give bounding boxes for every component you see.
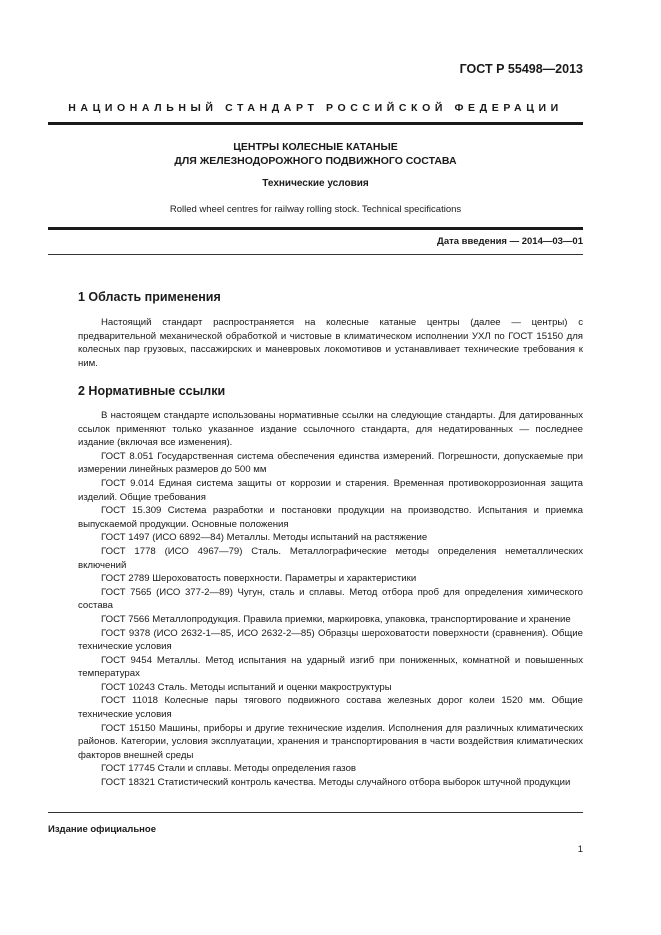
page-number: 1 [577,844,583,855]
title-line-2: ДЛЯ ЖЕЛЕЗНОДОРОЖНОГО ПОДВИЖНОГО СОСТАВА [174,155,457,167]
reference-item: ГОСТ 9.014 Единая система защиты от коррозии и старения. Временная противокоррозионная защита изделий. Общие требования [78,477,583,503]
reference-item: ГОСТ 7565 (ИСО 377-2—89) Чугун, сталь и сплавы. Метод отбора проб для определения химического состава [78,586,583,612]
references-intro: В настоящем стандарте использованы нормативные ссылки на следующие стандарты. Для датированных ссылок применяют только указанное издание ссылочного стандарта, для недатированных — последнее издание (включая все изменения). [78,410,583,449]
english-title: Rolled wheel centres for railway rolling stock. Technical specifications [169,204,462,215]
title-divider [48,227,583,230]
reference-item: ГОСТ 15.309 Система разработки и постановки продукции на производство. Испытания и приемка выпускаемой продукции. Основные положения [78,505,583,530]
reference-item: ГОСТ 9378 (ИСО 2632-1—85, ИСО 2632-2—85) Образцы шероховатости поверхности (сравнения). Общие технические условия [78,627,583,653]
reference-item: ГОСТ 11018 Колесные пары тягового подвижного состава железных дорог колеи 1520 мм. Общие технические условия [78,695,583,721]
reference-item: ГОСТ 2789 Шероховатость поверхности. Параметры и характеристики [101,573,417,585]
reference-item: ГОСТ 18321 Статистический контроль качества. Методы случайного отбора выборок штучной продукции [101,777,571,789]
title-line-1: ЦЕНТРЫ КОЛЕСНЫЕ КАТАНЫЕ [233,141,398,153]
reference-item: ГОСТ 8.051 Государственная система обеспечения единства измерений. Погрешности, допускаемые при измерении линейных размеров до 500 мм [78,450,583,476]
section-2-heading: 2 Нормативные ссылки [78,384,226,398]
introduction-date: Дата введения — 2014—03—01 [437,236,583,247]
section-2-body [78,409,583,790]
document-title-block [48,140,583,215]
section-1-heading: 1 Область применения [78,290,221,304]
reference-item: ГОСТ 1497 (ИСО 6892—84) Металлы. Методы испытаний на растяжение [101,532,428,544]
top-divider [48,122,583,125]
official-edition-label: Издание официальное [48,824,156,835]
document-subtitle: Технические условия [262,178,369,189]
standard-code: ГОСТ Р 55498—2013 [459,62,583,76]
reference-item: ГОСТ 1778 (ИСО 4967—79) Сталь. Металлографические методы определения неметаллических включений [78,545,583,571]
reference-item: ГОСТ 9454 Металлы. Метод испытания на ударный изгиб при пониженных, комнатной и повышенных температурах [78,654,583,680]
reference-item: ГОСТ 15150 Машины, приборы и другие технические изделия. Исполнения для различных климатических районов. Категории, условия эксплуатации, хранения и транспортирования в части воздействия климатических факторов внешней среды [78,722,583,761]
reference-item: ГОСТ 17745 Стали и сплавы. Методы определения газов [101,763,357,775]
reference-item: ГОСТ 10243 Сталь. Методы испытаний и оценки макроструктуры [101,681,392,693]
section-1-body [78,316,583,370]
footer-divider [48,812,583,813]
reference-item: ГОСТ 7566 Металлопродукция. Правила приемки, маркировка, упаковка, транспортирование и хранение [101,613,571,625]
national-standard-banner: НАЦИОНАЛЬНЫЙ СТАНДАРТ РОССИЙСКОЙ ФЕДЕРАЦИИ [68,102,563,114]
date-divider [48,254,583,255]
section-1-paragraph: Настоящий стандарт распространяется на колесные катаные центры (далее — центры) с предварительной механической обработкой и чистовые в климатическом исполнении УХЛ по ГОСТ 15150 для колесных пар грузовых, пассажирских и маневровых локомотивов и устанавливает технические требования к ним. [78,317,583,369]
